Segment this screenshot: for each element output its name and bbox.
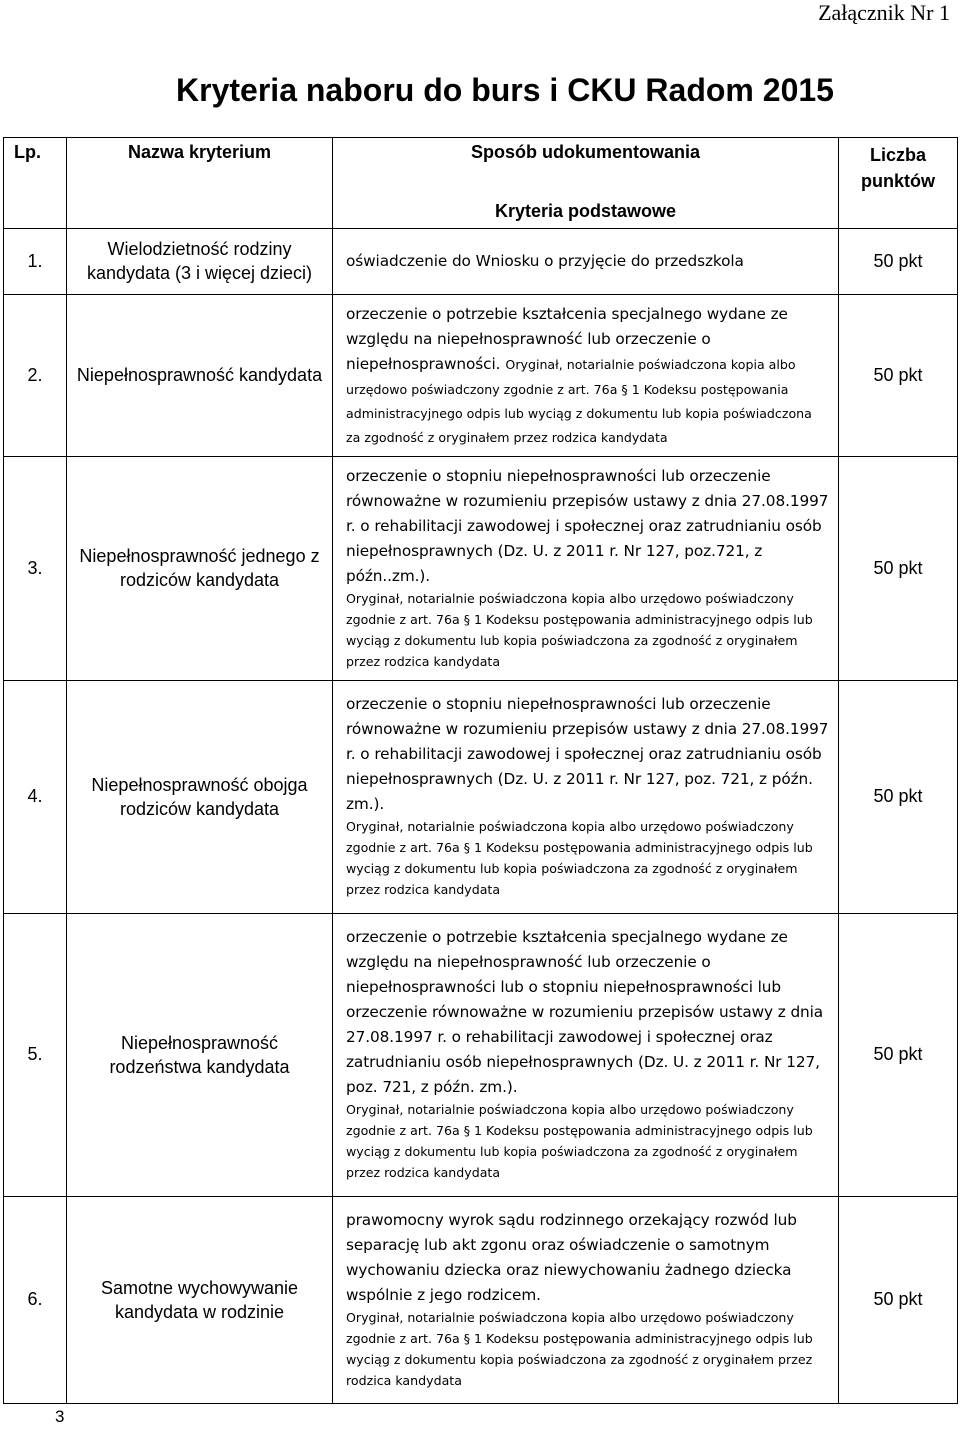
page-number: 3 xyxy=(55,1407,65,1426)
row-points: 50 pkt xyxy=(839,913,958,1196)
row-lp: 4. xyxy=(4,680,67,913)
row-doc-main: orzeczenie o stopniu niepełnosprawności lub orzeczenie równoważne w rozumieniu przepisów ustawy z dnia 27.08.1997 r. o rehabilitacji zawodowej i społecznej oraz zatrudnianiu osób niepełnosprawnych (Dz. U. z 2011 r. Nr 127, poz.721, z późn..zm.). xyxy=(346,466,829,585)
row-doc-main: prawomocny wyrok sądu rodzinnego orzekający rozwód lub separację lub akt zgonu oraz oświadczenie o samotnym wychowaniu dziecka oraz niewychowaniu żadnego dziecka wspólnie z jego rodzicem. xyxy=(346,1210,797,1304)
row-doc xyxy=(333,913,839,1196)
section-title: Kryteria podstawowe xyxy=(333,196,839,229)
row-name: Niepełnosprawność kandydata xyxy=(67,294,333,456)
table-row xyxy=(4,1196,958,1403)
table-header-row xyxy=(4,138,958,196)
row-points: 50 pkt xyxy=(839,456,958,680)
row-name: Niepełnosprawność jednego z rodziców kandydata xyxy=(67,456,333,680)
row-lp: 2. xyxy=(4,294,67,456)
row-name: Wielodzietność rodziny kandydata (3 i więcej dzieci) xyxy=(67,228,333,294)
row-points: 50 pkt xyxy=(839,1196,958,1403)
row-doc xyxy=(333,456,839,680)
table-row xyxy=(4,456,958,680)
row-doc-main: orzeczenie o potrzebie kształcenia specjalnego wydane ze względu na niepełnosprawność lub orzeczenie o niepełnosprawności lub o stopniu niepełnosprawności lub orzeczenie równoważne w rozumieniu przepisów ustawy z dnia 27.08.1997 r. o rehabilitacji zawodowej i społecznej oraz zatrudnianiu osób niepełnosprawnych (Dz. U. z 2011 r. Nr 127, poz. 721, z późn. zm.). xyxy=(346,928,824,1096)
header-points: Liczba punktów xyxy=(839,138,958,229)
row-doc-main: orzeczenie o potrzebie kształcenia specjalnego wydane ze względu na niepełnosprawność lub orzeczenie o niepełnosprawności. xyxy=(346,304,788,373)
row-points: 50 pkt xyxy=(839,680,958,913)
row-lp: 3. xyxy=(4,456,67,680)
row-doc-note: Oryginał, notarialnie poświadczona kopia albo urzędowo poświadczony zgodnie z art. 76a § 1 Kodeksu postępowania administracyjnego odpis lub wyciąg z dokumentu lub kopia poświadczona za zgodność z oryginałem przez rodzica kandydata xyxy=(346,590,813,669)
table-row xyxy=(4,294,958,456)
row-doc xyxy=(333,1196,839,1403)
row-name: Niepełnosprawność rodzeństwa kandydata xyxy=(67,913,333,1196)
row-doc xyxy=(333,680,839,913)
row-doc-note: Oryginał, notarialnie poświadczona kopia albo urzędowo poświadczony zgodnie z art. 76a § 1 Kodeksu postępowania administracyjnego odpis lub wyciąg z dokumentu lub kopia poświadczona za zgodność z oryginałem przez rodzica kandydata xyxy=(346,356,812,445)
header-lp: Lp. xyxy=(4,138,67,229)
row-lp: 5. xyxy=(4,913,67,1196)
row-doc xyxy=(333,228,839,294)
row-doc-note: Oryginał, notarialnie poświadczona kopia albo urzędowo poświadczony zgodnie z art. 76a § 1 Kodeksu postępowania administracyjnego odpis lub wyciąg z dokumentu kopia poświadczona za zgodność z oryginałem przez rodzica kandydata xyxy=(346,1309,813,1388)
row-doc-note: Oryginał, notarialnie poświadczona kopia albo urzędowo poświadczony zgodnie z art. 76a § 1 Kodeksu postępowania administracyjnego odpis lub wyciąg z dokumentu lub kopia poświadczona za zgodność z oryginałem przez rodzica kandydata xyxy=(346,1102,813,1180)
annex-label: Załącznik Nr 1 xyxy=(818,0,950,25)
row-points: 50 pkt xyxy=(839,294,958,456)
row-lp: 6. xyxy=(4,1196,67,1403)
row-points: 50 pkt xyxy=(839,228,958,294)
row-lp: 1. xyxy=(4,228,67,294)
row-doc-main: orzeczenie o stopniu niepełnosprawności lub orzeczenie równoważne w rozumieniu przepisów ustawy z dnia 27.08.1997 r. o rehabilitacji zawodowej i społecznej oraz zatrudnianiu osób niepełnosprawnych (Dz. U. z 2011 r. Nr 127, poz. 721, z późn. zm.). xyxy=(346,695,829,813)
row-doc-note: Oryginał, notarialnie poświadczona kopia albo urzędowo poświadczony zgodnie z art. 76a § 1 Kodeksu postępowania administracyjnego odpis lub wyciąg z dokumentu lub kopia poświadczona za zgodność z oryginałem przez rodzica kandydata xyxy=(346,819,813,897)
row-name: Samotne wychowywanie kandydata w rodzinie xyxy=(67,1196,333,1403)
criteria-table xyxy=(3,137,958,1404)
header-name: Nazwa kryterium xyxy=(67,138,333,229)
table-row xyxy=(4,680,958,913)
table-row xyxy=(4,913,958,1196)
table-row xyxy=(4,228,958,294)
row-name: Niepełnosprawność obojga rodziców kandydata xyxy=(67,680,333,913)
document-title: Kryteria naboru do burs i CKU Radom 2015 xyxy=(176,72,834,108)
row-doc xyxy=(333,294,839,456)
row-doc-main: oświadczenie do Wniosku o przyjęcie do przedszkola xyxy=(346,251,744,270)
header-doc: Sposób udokumentowania xyxy=(333,138,839,196)
